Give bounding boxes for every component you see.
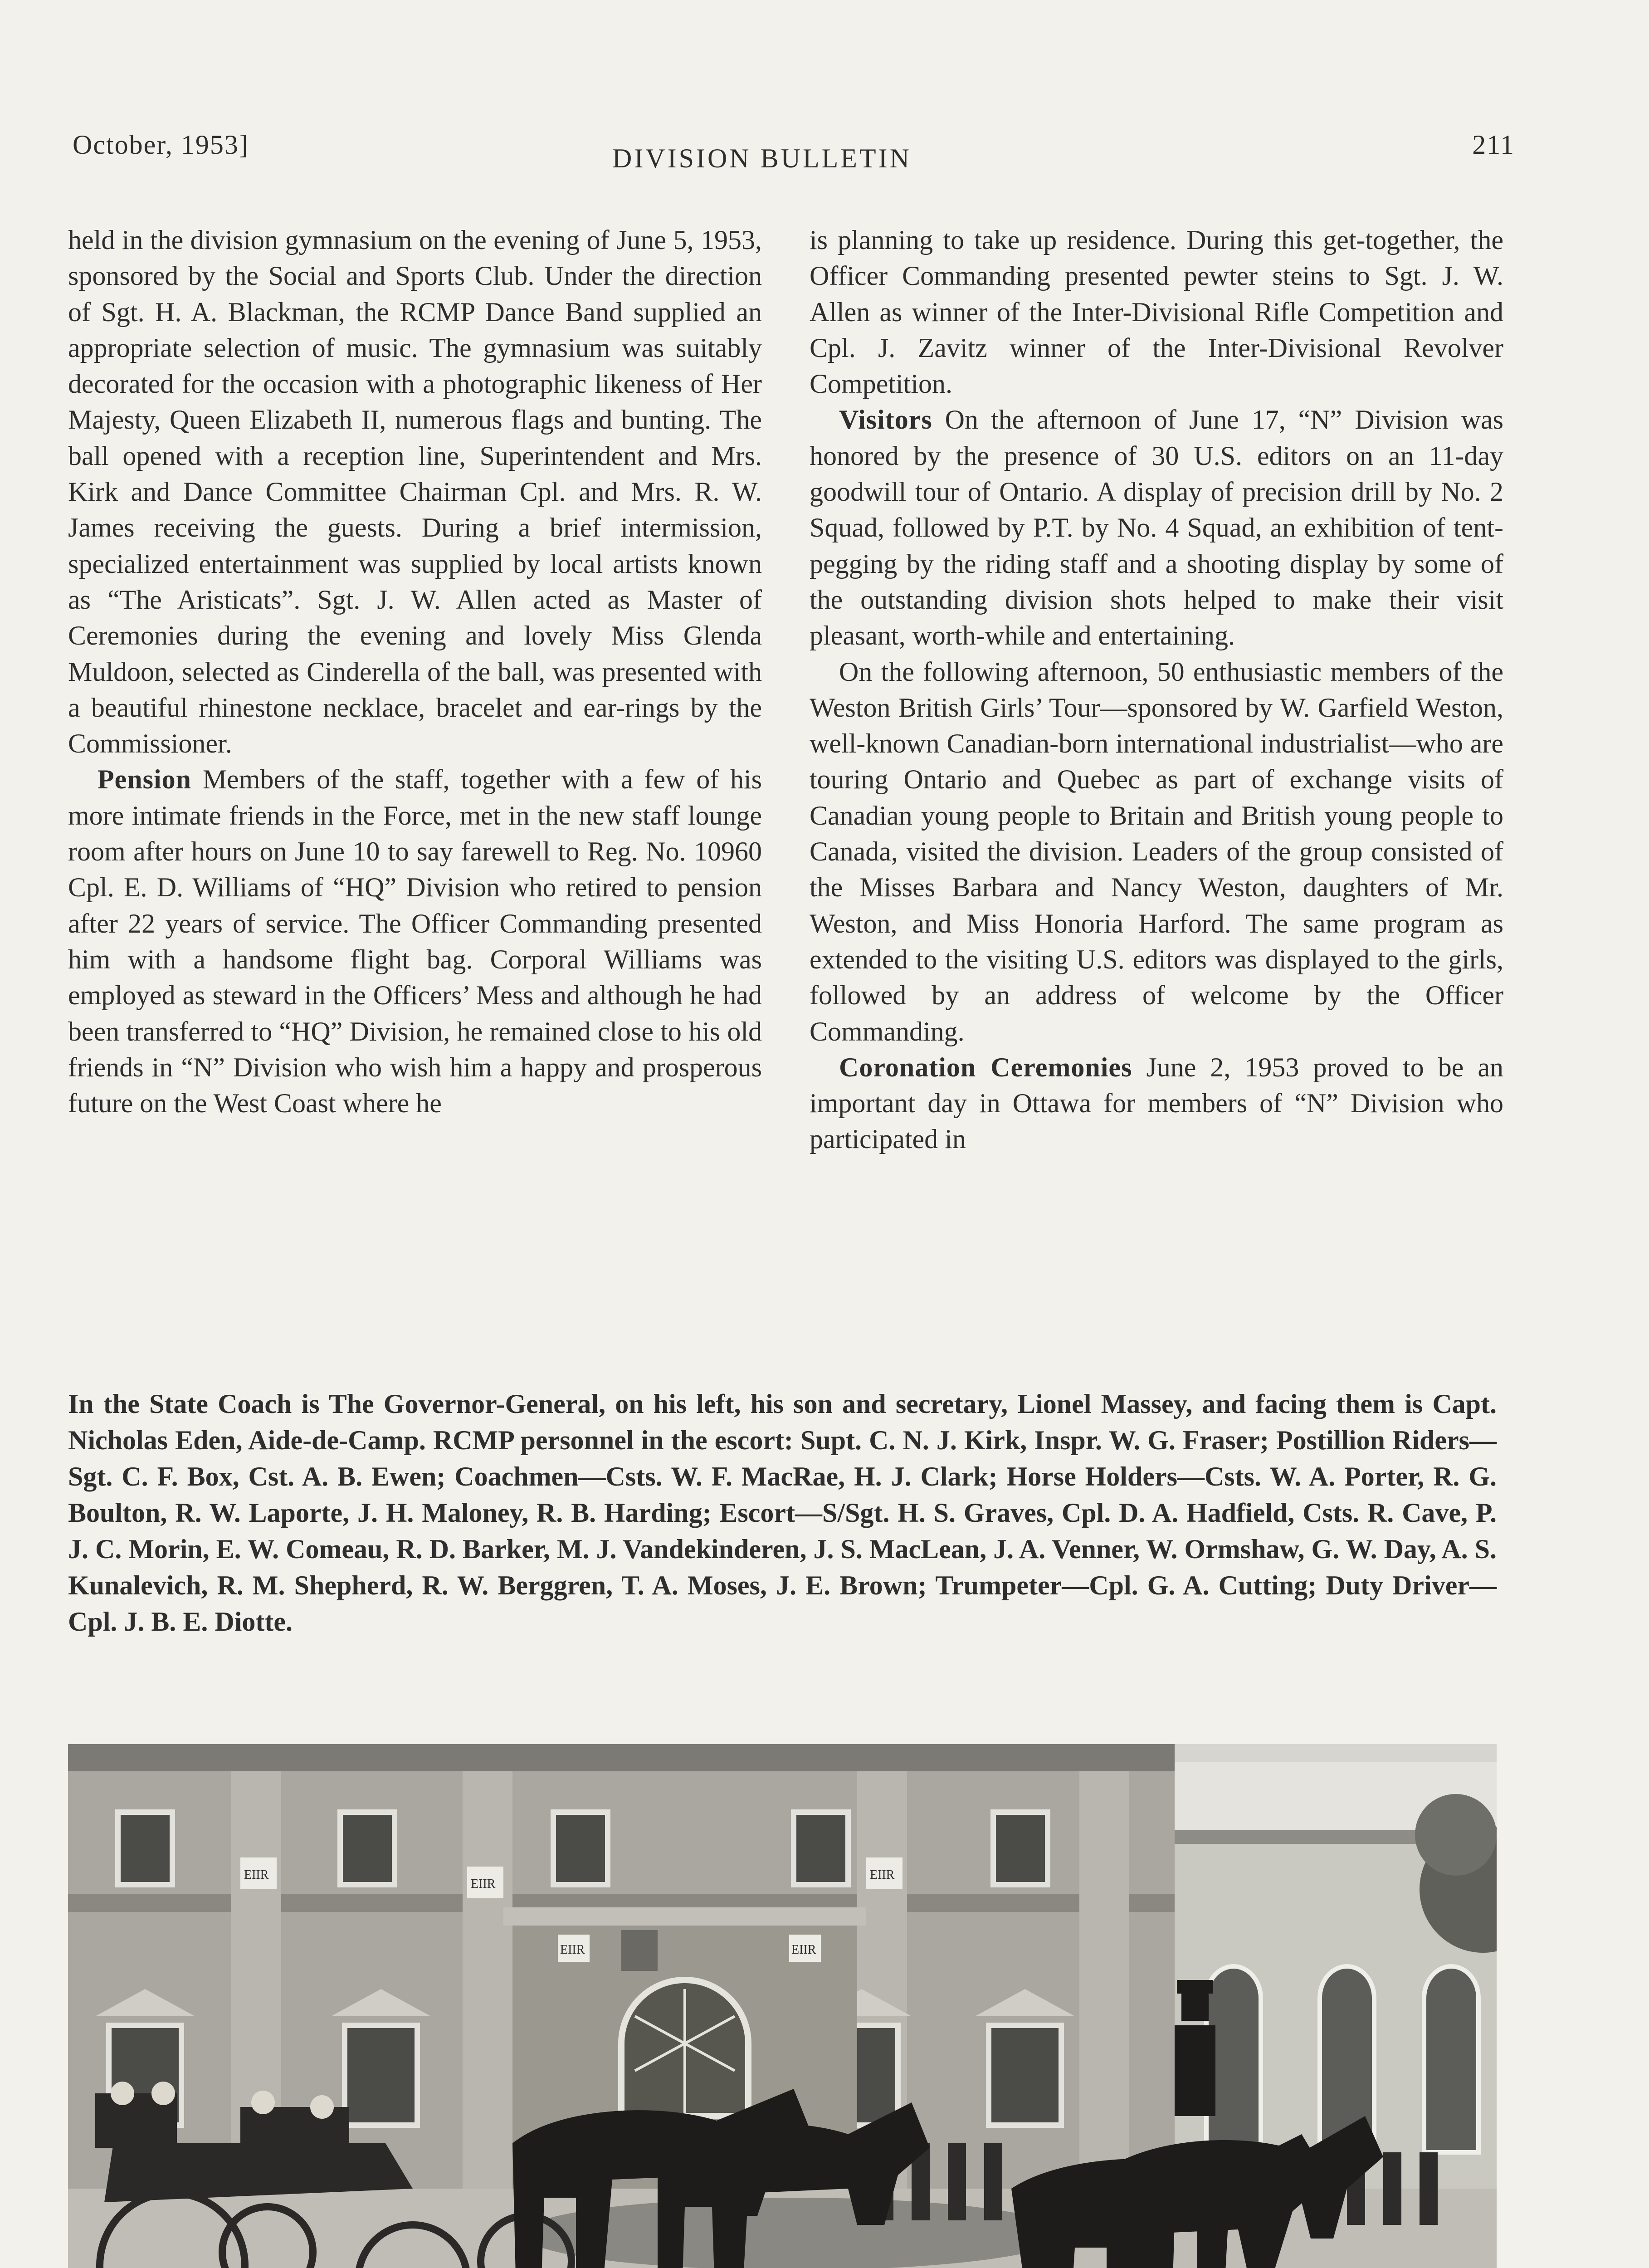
paragraph-weston: On the following afternoon, 50 enthusiastic members of the Weston British Girls’ Tour—sponsored by W. Garfield Weston, well-known Canadian-born international industrialist—who are touring Ontario and Quebec as part of exchange visits of Canadian young people to Britain and British young people to Canada, visited the division. Leaders of the group consisted of the Misses Barbara and Nancy Weston, daughters of Mr. Weston, and Miss Honoria Harford. The same program as extended to the visiting U.S. editors was displayed to the girls, followed by an address of welcome by the Officer Commanding. bbox=[810, 656, 1503, 1046]
publication-title: DIVISION BULLETIN bbox=[612, 143, 912, 173]
crest-label: EIIR bbox=[870, 1868, 895, 1882]
crest-label: EIIR bbox=[244, 1868, 269, 1882]
crest-label: EIIR bbox=[791, 1943, 816, 1957]
paragraph-residence: is planning to take up residence. During this get-together, the Officer Commanding presented pewter steins to Sgt. J. W. Allen as winner of the Inter-Divisional Rifle Competition and Cpl. J. Zavitz winner of the Inter-Divisional Revolver Competition. bbox=[810, 225, 1503, 399]
left-column bbox=[68, 222, 762, 1121]
section-heading-visitors: Visitors bbox=[839, 405, 932, 435]
page-number: 211 bbox=[1472, 130, 1515, 160]
paragraph-pension bbox=[68, 762, 762, 1121]
section-heading-pension: Pension bbox=[98, 764, 192, 795]
crest-label: EIIR bbox=[471, 1877, 496, 1891]
running-header bbox=[68, 129, 1515, 175]
crest-label: EIIR bbox=[560, 1943, 585, 1957]
paragraph-coronation-text: June 2, 1953 proved to be an important day in Ottawa for members of “N” Division who participated in bbox=[810, 1052, 1504, 1154]
section-heading-coronation: Coronation Ceremonies bbox=[839, 1052, 1132, 1082]
photo-caption: In the State Coach is The Governor-General, on his left, his son and secretary, Lionel Massey, and facing them is Capt. Nicholas Eden, Aide-de-Camp. RCMP personnel in the escort: Supt. C. N. J. Kirk, Inspr. W. G. Fraser; Postillion Riders—Sgt. C. F. Box, Cst. A. B. Ewen; Coachmen—Csts. W. F. MacRae, H. J. Clark; Horse Holders—Csts. W. A. Porter, R. G. Boulton, R. W. Laporte, J. H. Maloney, R. B. Harding; Escort—S/Sgt. H. S. Graves, Cpl. D. A. Hadfield, Csts. R. Cave, P. J. C. Morin, E. W. Comeau, R. D. Barker, M. J. Vandekinderen, J. S. MacLean, J. A. Venner, W. Ormshaw, G. W. Day, A. S. Kunalevich, R. M. Shepherd, R. W. Berggren, T. A. Moses, J. E. Brown; Trumpeter—Cpl. G. A. Cutting; Duty Driver—Cpl. J. B. E. Diotte. bbox=[68, 1389, 1497, 1637]
paragraph-dance: held in the division gymnasium on the evening of June 5, 1953, sponsored by the Social and Sports Club. Under the direction of Sgt. H. A. Blackman, the RCMP Dance Band supplied an appropriate selection of music. The gymnasium was suitably decorated for the occasion with a photographic likeness of Her Majesty, Queen Elizabeth II, numerous flags and bunting. The ball opened with a reception line, Superintendent and Mrs. Kirk and Dance Committee Chairman Cpl. and Mrs. R. W. James receiving the guests. During a brief intermission, specialized entertainment was supplied by local artists known as “The Aristicats”. Sgt. J. W. Allen acted as Master of Ceremonies during the evening and lovely Miss Glenda Muldoon, selected as Cinderella of the ball, was presented with a beautiful rhinestone necklace, bracelet and ear-rings by the Commissioner. bbox=[68, 225, 762, 759]
paragraph-visitors-text: On the afternoon of June 17, “N” Division was honored by the presence of 30 U.S. editors on an 11-day goodwill tour of Ontario. A display of precision drill by No. 2 Squad, followed by P.T. by No. 4 Squad, an exhibition of tent-pegging by the riding staff and a shooting display by some of the outstanding division shots helped to make their visit pleasant, worth-while and entertaining. bbox=[810, 405, 1503, 651]
right-column bbox=[810, 222, 1503, 1158]
state-coach-photo bbox=[68, 1744, 1497, 2268]
issue-date: October, 1953] bbox=[73, 130, 249, 160]
paragraph-coronation bbox=[810, 1050, 1503, 1158]
paragraph-pension-text: Members of the staff, together with a few of his more intimate friends in the Force, met in the new staff lounge room after hours on June 10 to say farewell to Reg. No. 10960 Cpl. E. D. Williams of “HQ” Division who retired to pension after 22 years of service. The Officer Commanding presented him with a handsome flight bag. Corporal Williams was employed as steward in the Officers’ Mess and although he had been transferred to “HQ” Division, he remained close to his old friends in “N” Division who wish him a happy and prosperous future on the West Coast where he bbox=[68, 764, 762, 1119]
paragraph-visitors bbox=[810, 402, 1503, 654]
